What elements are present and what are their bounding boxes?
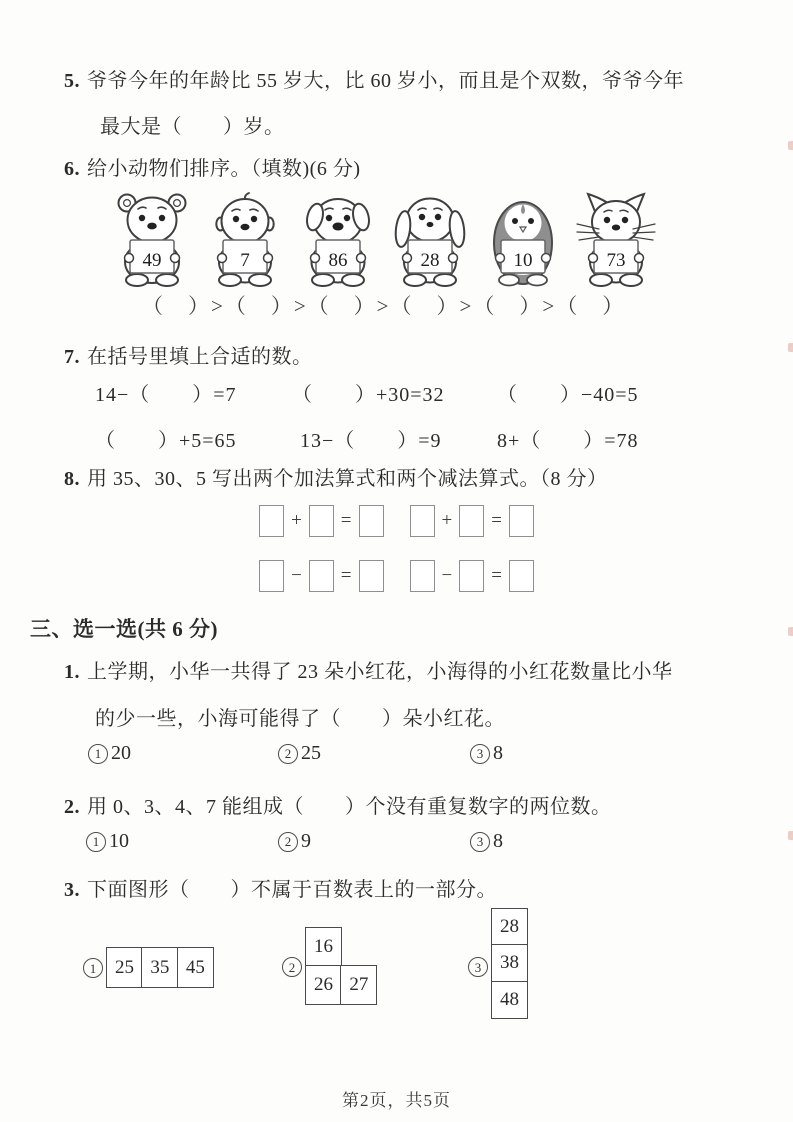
grid-cell: 25 xyxy=(106,947,143,988)
question-5-number: 5. xyxy=(64,70,80,92)
answer-box xyxy=(259,505,284,537)
scan-artifact xyxy=(788,343,793,352)
grid-cell: 27 xyxy=(340,965,377,1005)
question-5-text-1: 爷爷今年的年龄比 55 岁大，比 60 岁小，而且是个双数，爷爷今年 xyxy=(87,70,684,92)
answer-box xyxy=(309,505,334,537)
dog-illustration xyxy=(296,190,380,288)
equals-sign: = xyxy=(491,565,502,586)
question-6-text: 给小动物们排序。（填数)(6 分) xyxy=(87,158,361,180)
circled-number: 2 xyxy=(278,744,298,764)
choice-2-line-1 xyxy=(64,790,612,819)
question-8-text: 用 35、30、5 写出两个加法算式和两个减法算式。（8 分） xyxy=(87,468,608,490)
operator: + xyxy=(291,510,302,531)
operator: − xyxy=(291,565,302,586)
animal-monkey xyxy=(203,190,287,288)
equation: （ ）+5=65 xyxy=(95,430,237,452)
choice-2-text-1: 用 0、3、4、7 能组成（ ）个没有重复数字的两位数。 xyxy=(87,796,612,818)
choice-2-number: 2. xyxy=(64,796,80,818)
penguin-illustration xyxy=(481,190,565,288)
figure-3 xyxy=(468,908,548,1026)
rabbit-illustration xyxy=(388,190,472,288)
animal-sign-number: 49 xyxy=(142,250,162,271)
animal-bear xyxy=(110,190,194,288)
scan-artifact xyxy=(788,141,793,150)
equation-boxes-row-1 xyxy=(0,505,793,537)
circled-number: 3 xyxy=(470,744,490,764)
question-8-title xyxy=(64,462,608,491)
choice-1-option-3 xyxy=(470,742,503,765)
equals-sign: = xyxy=(340,510,352,531)
option-value: 8 xyxy=(493,830,503,852)
choice-1-line-2 xyxy=(95,702,505,731)
choice-3-line-1 xyxy=(64,873,497,902)
choice-3-text-1: 下面图形（ ）不属于百数表上的一部分。 xyxy=(87,879,497,901)
figure-3-label: 3 xyxy=(468,957,488,977)
question-5-line-2 xyxy=(100,110,285,139)
figure-1 xyxy=(83,947,228,992)
answer-box xyxy=(359,505,384,537)
option-value: 20 xyxy=(111,742,131,764)
equals-sign: = xyxy=(340,565,352,586)
choice-1-number: 1. xyxy=(64,661,80,683)
grid-cell: 38 xyxy=(491,944,528,982)
question-7-text: 在括号里填上合适的数。 xyxy=(87,346,313,368)
option-value: 10 xyxy=(109,830,129,852)
answer-box xyxy=(509,505,534,537)
figure-2 xyxy=(282,927,402,1009)
animal-sign-number: 86 xyxy=(328,250,348,271)
scan-artifact xyxy=(788,627,793,636)
question-6-number: 6. xyxy=(64,158,80,180)
option-value: 25 xyxy=(301,742,321,764)
answer-box xyxy=(359,560,384,592)
choice-1-text-1: 上学期，小华一共得了 23 朵小红花，小海得的小红花数量比小华 xyxy=(87,661,673,683)
choice-3-number: 3. xyxy=(64,879,80,901)
question-5-text-2: 最大是（ ）岁。 xyxy=(100,116,285,138)
grid-cell: 28 xyxy=(491,908,528,946)
circled-number: 2 xyxy=(278,832,298,852)
cat-illustration xyxy=(574,190,658,288)
operator: − xyxy=(441,565,453,586)
grid-cell: 26 xyxy=(305,965,342,1005)
choice-2-option-1 xyxy=(86,830,129,853)
grid-cell: 16 xyxy=(305,927,342,967)
answer-box xyxy=(259,560,284,592)
choice-2-option-3 xyxy=(470,830,503,853)
question-6-title xyxy=(64,152,360,181)
grid-cell: 48 xyxy=(491,981,528,1019)
animal-penguin xyxy=(481,190,565,288)
bear-illustration xyxy=(110,190,194,288)
equation: 13−（ ）=9 xyxy=(300,430,442,452)
equals-sign: = xyxy=(491,510,502,531)
box-equation xyxy=(410,560,534,592)
answer-box xyxy=(459,560,484,592)
question-7-number: 7. xyxy=(64,346,80,368)
section-3-title: 三、选一选(共 6 分) xyxy=(30,617,218,641)
box-equation xyxy=(259,505,383,537)
circled-number: 1 xyxy=(86,832,106,852)
question-5-line-1 xyxy=(64,64,684,93)
equation: （ ）−40=5 xyxy=(497,384,639,406)
comparison-answer-line: （ ）>（ ）>（ ）>（ ）>（ ）>（ ） xyxy=(142,294,626,318)
page-footer: 第2页，共5页 xyxy=(342,1091,451,1110)
animal-sign-number: 7 xyxy=(240,250,250,271)
question-7-title xyxy=(64,340,313,369)
box-equation xyxy=(259,560,383,592)
operator: + xyxy=(441,510,453,531)
figure-2-label: 2 xyxy=(282,957,302,977)
choice-1-option-2 xyxy=(278,742,321,765)
animal-sign-number: 28 xyxy=(420,250,440,271)
animal-dog xyxy=(296,190,380,288)
answer-box xyxy=(459,505,484,537)
box-equation xyxy=(410,505,534,537)
choice-1-line-1 xyxy=(64,655,673,684)
equation: 8+（ ）=78 xyxy=(497,430,639,452)
circled-number: 1 xyxy=(88,744,108,764)
animal-sign-number: 73 xyxy=(606,250,626,271)
circled-number: 3 xyxy=(470,832,490,852)
option-value: 9 xyxy=(301,830,311,852)
answer-box xyxy=(410,560,435,592)
answer-box xyxy=(309,560,334,592)
figure-2-bottom-row xyxy=(305,965,377,1005)
animal-row xyxy=(110,190,658,288)
question-8-number: 8. xyxy=(64,468,80,490)
option-value: 8 xyxy=(493,742,503,764)
equation: 14−（ ）=7 xyxy=(95,384,237,406)
grid-cell: 45 xyxy=(177,947,214,988)
scan-artifact xyxy=(788,831,793,840)
figure-1-grid xyxy=(106,947,214,988)
animal-sign-number: 10 xyxy=(513,250,533,271)
figure-3-grid xyxy=(491,908,528,1019)
equation-boxes-row-2 xyxy=(0,560,793,592)
answer-box xyxy=(410,505,435,537)
grid-cell: 35 xyxy=(141,947,178,988)
animal-rabbit xyxy=(388,190,472,288)
choice-2-option-2 xyxy=(278,830,311,853)
animal-cat xyxy=(574,190,658,288)
equation: （ ）+30=32 xyxy=(292,384,445,406)
answer-box xyxy=(509,560,534,592)
choice-1-text-2: 的少一些，小海可能得了（ ）朵小红花。 xyxy=(95,708,505,730)
figure-1-label: 1 xyxy=(83,958,103,978)
monkey-illustration xyxy=(203,190,287,288)
choice-1-option-1 xyxy=(88,742,131,765)
